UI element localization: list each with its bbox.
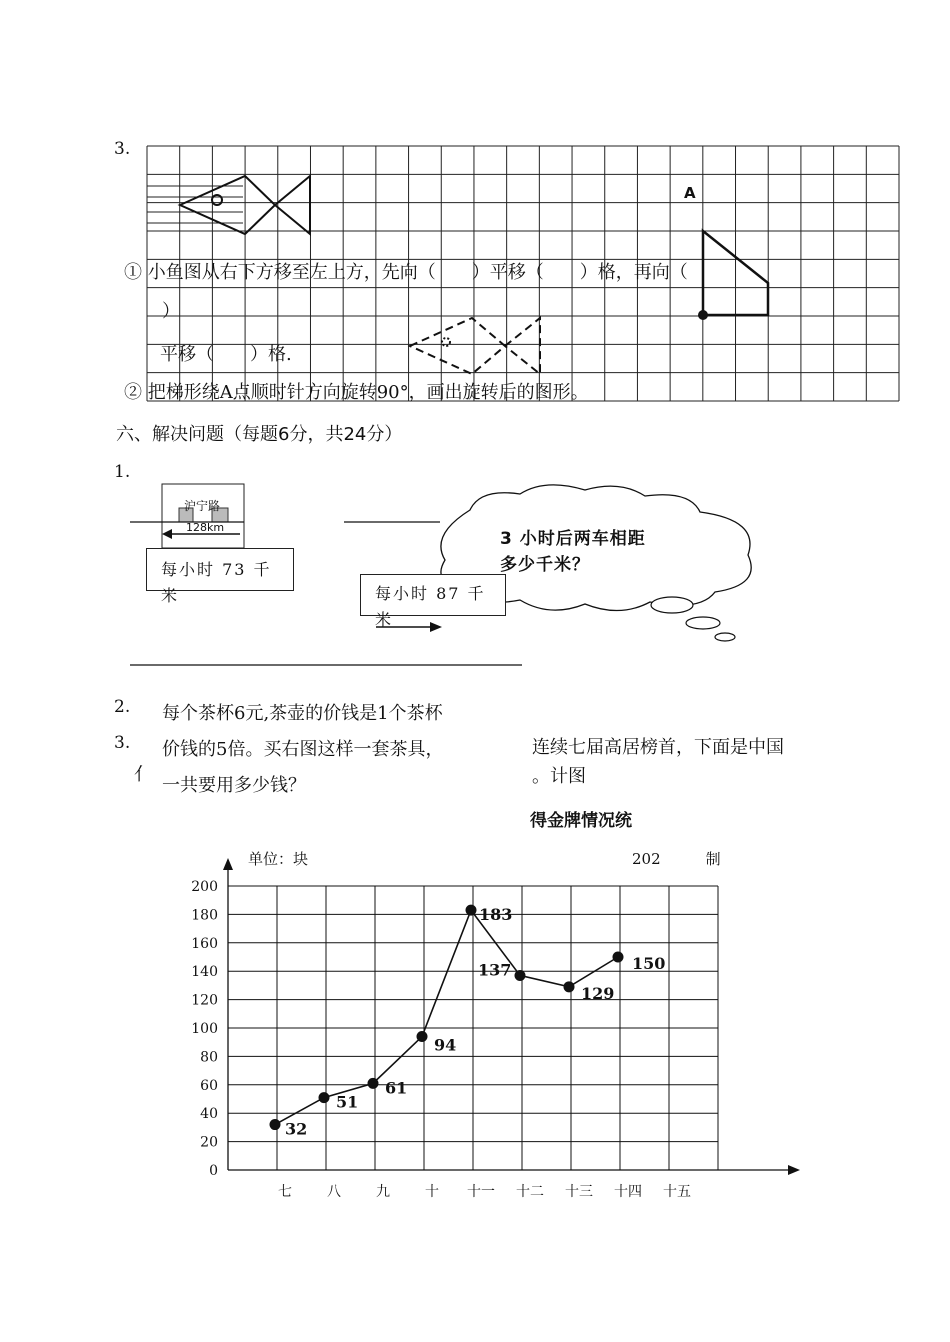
y-axis-arrow (223, 858, 233, 870)
bubble-text-2: 多少千米？ (500, 555, 590, 575)
q3-number: 3. (114, 139, 131, 159)
x-tick-label: 十二 (516, 1184, 544, 1200)
speed-left-text: 每小时 73 千米 (161, 560, 272, 605)
y-tick-label: 0 (209, 1163, 218, 1179)
data-label: 129 (581, 983, 615, 1003)
x-tick-label: 七 (278, 1184, 292, 1200)
y-tick-label: 140 (191, 964, 218, 981)
x-tick-label: 十一 (467, 1184, 495, 1200)
bubble-text-1: 3 小时后两车相距 (500, 529, 646, 549)
y-tick-label: 100 (191, 1021, 218, 1037)
p2-line-1: 每个茶杯6元,茶壶的价钱是1个茶杯 (162, 703, 443, 724)
y-tick-label: 160 (191, 935, 218, 952)
x-tick-label: 九 (376, 1184, 390, 1200)
data-label: 61 (385, 1078, 408, 1098)
q3-instruction-2: 平移（ ）格. (160, 344, 292, 365)
data-label: 183 (479, 905, 513, 925)
data-label: 137 (478, 960, 512, 980)
y-tick-label: 40 (200, 1106, 218, 1123)
y-tick-label: 80 (200, 1049, 218, 1066)
data-label: 150 (632, 954, 666, 973)
q3-instruction-1: ① 小鱼图从右下方移至左上方，先向（ ）平移（ ）格，再向（ (124, 262, 688, 283)
x-tick-label: 十 (425, 1184, 439, 1200)
x-tick-label: 十五 (663, 1184, 691, 1200)
p2-number: 2. (114, 697, 131, 717)
road-label: 沪宁路 (184, 499, 221, 513)
q3-instruction-3: ② 把梯形绕A点顺时针方向旋转90°，画出旋转后的图形。 (124, 382, 589, 403)
point-a-label: A (684, 184, 696, 202)
data-point (270, 1119, 281, 1130)
data-point (368, 1078, 379, 1089)
data-point (466, 905, 477, 916)
data-point (515, 970, 526, 981)
x-tick-label: 八 (327, 1184, 341, 1200)
p3-fragment-3: 亻 (134, 764, 152, 785)
q3-instruction-1b: ） (162, 301, 180, 322)
data-point (417, 1031, 428, 1042)
data-label: 32 (285, 1119, 308, 1139)
y-tick-label: 180 (191, 907, 218, 924)
data-point (564, 981, 575, 992)
x-axis-arrow (788, 1165, 800, 1175)
speed-right-text: 每小时 87 千米 (375, 584, 486, 629)
p3-fragment-1: 连续七届高居榜首，下面是中国 (532, 737, 784, 758)
distance-label: 128km (186, 521, 225, 534)
data-label: 94 (434, 1035, 457, 1055)
p3-fragment-2: 计图。 (532, 766, 586, 787)
p1-number: 1. (114, 462, 131, 482)
x-tick-label: 十四 (614, 1184, 642, 1200)
p3-number: 3. (114, 733, 131, 753)
y-tick-label: 20 (200, 1134, 218, 1151)
data-point (319, 1092, 330, 1103)
chart-title: 得金牌情况统 (530, 811, 632, 831)
y-tick-label: 200 (191, 879, 218, 895)
y-tick-label: 120 (191, 992, 218, 1009)
y-tick-label: 60 (200, 1077, 218, 1094)
chart-unit-label: 单位：块 (248, 850, 309, 868)
p2-line-2: 价钱的5倍。买右图这样一套茶具， (162, 739, 444, 760)
section-6-title: 六、解决问题（每题6分，共24分） (116, 424, 403, 445)
data-label: 51 (336, 1092, 359, 1112)
data-point (613, 952, 624, 963)
chart-right-label: 202 制 (632, 850, 721, 868)
x-tick-label: 十三 (565, 1184, 593, 1200)
p2-line-3: 一共要用多少钱？ (162, 775, 306, 796)
